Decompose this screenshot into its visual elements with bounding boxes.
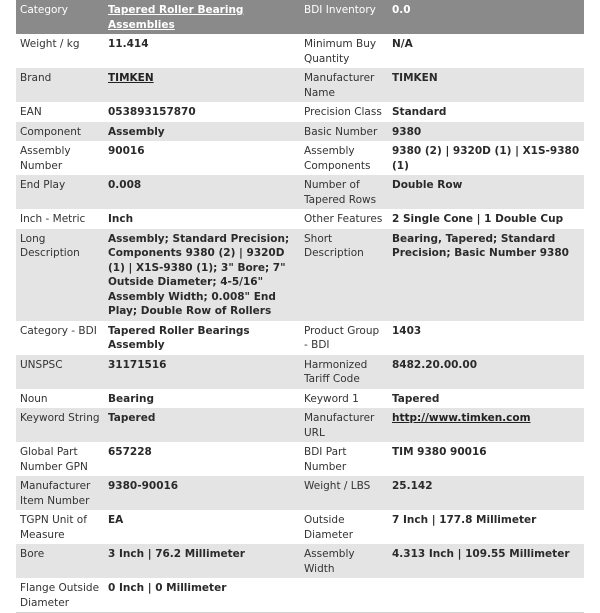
label-product-group-bdi: Product Group - BDI	[304, 324, 380, 351]
spec-row	[16, 321, 584, 355]
label-bdi-inventory: BDI Inventory	[300, 0, 388, 34]
label-category: Category	[16, 0, 104, 34]
value-assembly-width: 4.313 Inch | 109.55 Millimeter	[388, 544, 584, 578]
label-other-features: Other Features	[304, 213, 383, 225]
spec-row	[16, 408, 584, 442]
value-category-bdi: Tapered Roller Bearings Assembly	[108, 324, 250, 351]
label-noun: Noun	[20, 392, 48, 405]
value-bore: 3 Inch | 76.2 Millimeter	[104, 544, 300, 578]
value-bdi-inventory: 0.0	[388, 0, 584, 34]
spec-row	[16, 510, 584, 544]
label-end-play: End Play	[16, 175, 104, 209]
spec-row	[16, 122, 584, 142]
value-tgpn-unit-of-measure: EA	[108, 514, 124, 526]
label-minimum-buy-quantity: Minimum Buy Quantity	[304, 38, 377, 65]
label-assembly-number: Assembly Number	[20, 145, 71, 172]
spec-row	[16, 229, 584, 321]
value-empty	[388, 578, 584, 613]
label-bdi-part-number: BDI Part Number	[304, 446, 347, 473]
value-long-description: Assembly; Standard Precision; Components 9380 (2) | 9320D (1) | X1S-9380 (1); 3" Bore; 7" Outside Diameter; 4-5/16" Assembly Width; 0.008" End Play; Double Row of Rollers	[104, 229, 300, 321]
label-weight-lbs: Weight / LBS	[300, 476, 388, 510]
value-ean: 053893157870	[108, 106, 196, 118]
label-keyword-string: Keyword String	[16, 408, 104, 442]
label-flange-outside-diameter: Flange Outside Diameter	[16, 578, 104, 613]
value-bdi-part-number: TIM 9380 90016	[392, 446, 487, 458]
spec-row-category	[16, 0, 584, 34]
value-keyword-1: Tapered	[392, 392, 440, 405]
spec-row	[16, 102, 584, 122]
label-weight-kg: Weight / kg	[20, 38, 80, 50]
spec-row	[16, 578, 584, 613]
label-assembly-components: Assembly Components	[304, 145, 371, 172]
value-manufacturer-item-number: 9380-90016	[104, 476, 300, 510]
spec-row	[16, 34, 584, 68]
label-inch-metric: Inch - Metric	[20, 213, 86, 225]
label-basic-number: Basic Number	[300, 122, 388, 142]
value-precision-class: Standard	[392, 106, 447, 118]
label-manufacturer-item-number: Manufacturer Item Number	[16, 476, 104, 510]
label-keyword-1: Keyword 1	[304, 392, 359, 405]
label-short-description: Short Description	[300, 229, 388, 321]
label-number-of-tapered-rows: Number of Tapered Rows	[300, 175, 388, 209]
brand-link[interactable]: TIMKEN	[108, 72, 154, 84]
value-basic-number: 9380	[388, 122, 584, 142]
spec-row	[16, 544, 584, 578]
value-product-group-bdi: 1403	[392, 324, 422, 337]
value-outside-diameter: 7 Inch | 177.8 Millimeter	[392, 514, 537, 526]
spec-row	[16, 442, 584, 476]
label-harmonized-tariff-code: Harmonized Tariff Code	[300, 355, 388, 389]
label-component: Component	[16, 122, 104, 142]
value-short-description: Bearing, Tapered; Standard Precision; Basic Number 9380	[388, 229, 584, 321]
label-tgpn-unit-of-measure: TGPN Unit of Measure	[20, 514, 87, 541]
value-global-part-number: 657228	[108, 446, 152, 458]
value-end-play: 0.008	[104, 175, 300, 209]
value-inch-metric: Inch	[108, 213, 134, 225]
label-manufacturer-url: Manufacturer URL	[300, 408, 388, 442]
label-assembly-width: Assembly Width	[300, 544, 388, 578]
manufacturer-url-link[interactable]: http://www.timken.com	[392, 412, 531, 424]
value-unspsc: 31171516	[104, 355, 300, 389]
value-keyword-string: Tapered	[104, 408, 300, 442]
value-weight-kg: 11.414	[108, 38, 149, 50]
spec-row	[16, 209, 584, 229]
spec-row	[16, 175, 584, 209]
label-unspsc: UNSPSC	[16, 355, 104, 389]
spec-row	[16, 389, 584, 409]
label-empty	[300, 578, 388, 613]
value-other-features: 2 Single Cone | 1 Double Cup	[392, 213, 564, 225]
label-global-part-number: Global Part Number GPN	[20, 446, 88, 473]
category-link[interactable]: Tapered Roller Bearing Assemblies	[108, 4, 244, 31]
spec-table	[16, 0, 584, 613]
value-number-of-tapered-rows: Double Row	[388, 175, 584, 209]
spec-row	[16, 141, 584, 175]
value-minimum-buy-quantity: N/A	[392, 38, 413, 50]
label-precision-class: Precision Class	[304, 106, 382, 118]
value-assembly-number: 90016	[108, 145, 145, 157]
value-harmonized-tariff-code: 8482.20.00.00	[388, 355, 584, 389]
label-ean: EAN	[20, 106, 42, 118]
label-bore: Bore	[16, 544, 104, 578]
label-category-bdi: Category - BDI	[20, 324, 97, 337]
value-manufacturer-name: TIMKEN	[388, 68, 584, 102]
label-outside-diameter: Outside Diameter	[304, 514, 354, 541]
value-flange-outside-diameter: 0 Inch | 0 Millimeter	[104, 578, 300, 613]
spec-row	[16, 355, 584, 389]
label-long-description: Long Description	[16, 229, 104, 321]
value-assembly-components: 9380 (2) | 9320D (1) | X1S-9380 (1)	[392, 145, 580, 172]
spec-row	[16, 476, 584, 510]
label-manufacturer-name: Manufacturer Name	[300, 68, 388, 102]
value-weight-lbs: 25.142	[388, 476, 584, 510]
value-component: Assembly	[104, 122, 300, 142]
value-noun: Bearing	[108, 392, 154, 405]
spec-row	[16, 68, 584, 102]
label-brand: Brand	[16, 68, 104, 102]
